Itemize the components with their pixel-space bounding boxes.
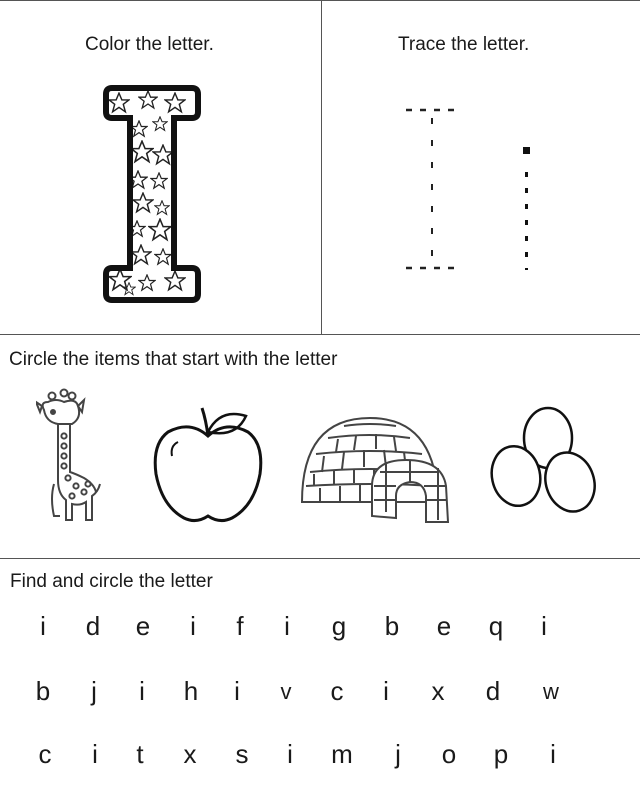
circle-items-instruction: Circle the items that start with the letter bbox=[9, 349, 338, 370]
letter-cell[interactable]: i bbox=[550, 739, 556, 769]
igloo-picture[interactable] bbox=[298, 412, 454, 528]
letter-cell[interactable]: v bbox=[280, 679, 292, 704]
section-divider-1 bbox=[0, 334, 640, 335]
letter-cell[interactable]: j bbox=[91, 676, 97, 706]
letter-cell[interactable]: m bbox=[331, 739, 353, 769]
letter-cell[interactable]: b bbox=[35, 676, 51, 706]
letter-cell[interactable]: x bbox=[431, 676, 445, 706]
letter-cell[interactable]: b bbox=[384, 611, 400, 641]
letter-cell[interactable]: i bbox=[284, 611, 290, 641]
letter-cell[interactable]: q bbox=[488, 611, 504, 641]
letter-cell[interactable]: t bbox=[136, 739, 144, 769]
star-letter-I-outline[interactable] bbox=[100, 82, 204, 308]
letter-row-2 bbox=[0, 676, 640, 716]
letter-cell[interactable]: i bbox=[287, 739, 293, 769]
color-instruction: Color the letter. bbox=[85, 34, 214, 55]
letter-cell[interactable]: d bbox=[85, 611, 101, 641]
letter-cell[interactable]: j bbox=[395, 739, 401, 769]
apple-picture[interactable] bbox=[150, 402, 266, 526]
tracing-lowercase-i-dotted[interactable] bbox=[518, 140, 538, 276]
letter-cell[interactable]: i bbox=[234, 676, 240, 706]
letter-cell[interactable]: i bbox=[92, 739, 98, 769]
letter-cell[interactable]: i bbox=[383, 676, 389, 706]
letter-cell[interactable]: g bbox=[331, 611, 347, 641]
letter-row-1 bbox=[0, 611, 640, 651]
letter-cell[interactable]: d bbox=[485, 676, 501, 706]
letter-cell[interactable]: h bbox=[183, 676, 199, 706]
letter-cell[interactable]: o bbox=[441, 739, 457, 769]
letter-cell[interactable]: e bbox=[135, 611, 151, 641]
find-letter-instruction: Find and circle the letter bbox=[10, 571, 213, 592]
letter-cell[interactable]: p bbox=[493, 739, 509, 769]
letter-cell[interactable]: x bbox=[183, 739, 197, 769]
giraffe-picture[interactable] bbox=[36, 388, 106, 528]
letter-cell[interactable]: i bbox=[190, 611, 196, 641]
letter-cell[interactable]: i bbox=[139, 676, 145, 706]
letter-cell[interactable]: f bbox=[236, 611, 244, 641]
letter-row-3 bbox=[0, 739, 640, 779]
tracing-letter-I-dotted[interactable] bbox=[400, 100, 470, 280]
trace-instruction: Trace the letter. bbox=[398, 34, 530, 55]
letter-cell[interactable]: e bbox=[436, 611, 452, 641]
letter-cell[interactable]: i bbox=[40, 611, 46, 641]
letter-cell[interactable]: w bbox=[543, 679, 559, 704]
letter-cell[interactable]: c bbox=[330, 676, 344, 706]
eggs-picture[interactable] bbox=[488, 404, 604, 516]
letter-cell[interactable]: c bbox=[38, 739, 52, 769]
section-divider-2 bbox=[0, 558, 640, 559]
center-divider bbox=[321, 0, 322, 334]
top-border bbox=[0, 0, 640, 1]
letter-cell[interactable]: s bbox=[235, 739, 249, 769]
letter-cell[interactable]: i bbox=[541, 611, 547, 641]
